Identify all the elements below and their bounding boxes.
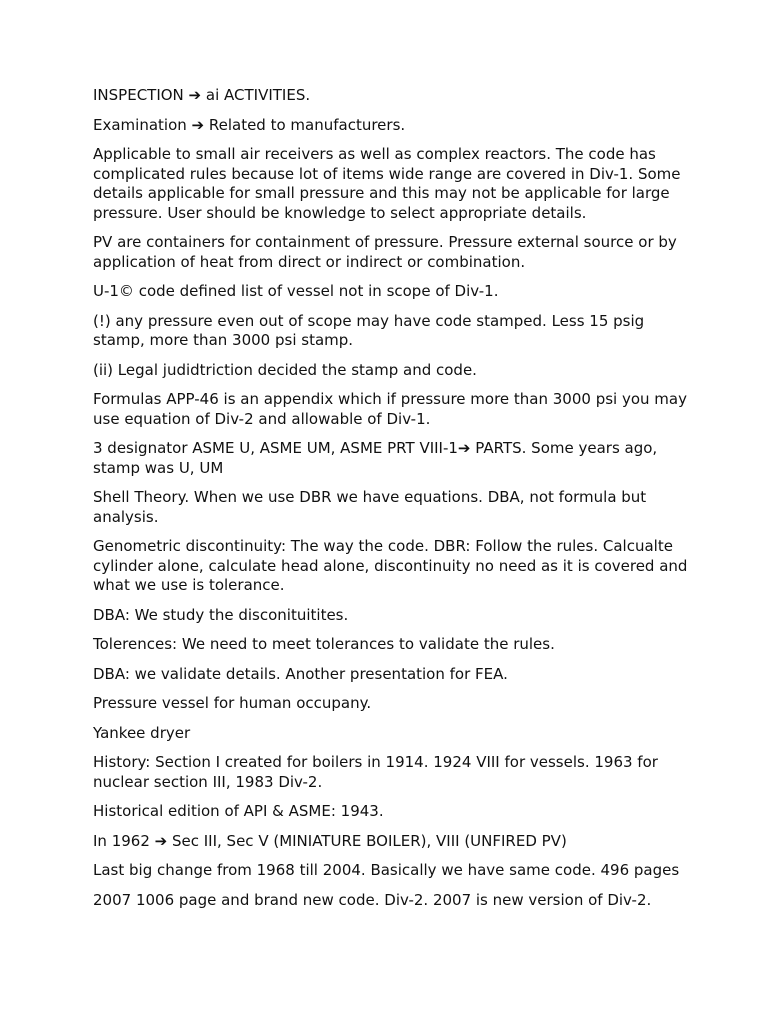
paragraph-1962: In 1962 ➔ Sec III, Sec V (MINIATURE BOILER), VIII (UNFIRED PV): [93, 831, 567, 850]
paragraph-formulas: Formulas APP-46 is an appendix which if pressure more than 3000 psi you may use equation of Div-2 and allowable of Div-1.: [93, 390, 687, 428]
paragraph-designator: 3 designator ASME U, ASME UM, ASME PRT VIII-1➔ PARTS. Some years ago, stamp was U, UM: [93, 439, 658, 477]
paragraph-legal-jurisdiction: (ii) Legal judidtriction decided the stamp and code.: [93, 360, 477, 379]
paragraph-dba-validate: DBA: we validate details. Another presentation for FEA.: [93, 664, 508, 683]
paragraph-yankee-dryer: Yankee dryer: [93, 723, 191, 742]
paragraph-any-pressure: (!) any pressure even out of scope may have code stamped. Less 15 psig stamp, more than 3000 psi stamp.: [93, 311, 645, 349]
paragraph-tolerances: Tolerences: We need to meet tolerances to validate the rules.: [93, 635, 555, 653]
paragraph-dba-study: DBA: We study the disconituitites.: [93, 605, 349, 624]
paragraph-geometric-discontinuity: Genometric discontinuity: The way the code. DBR: Follow the rules. Calcualte cylinder alone, calculate head alone, discontinuity no need as it is covered and what we use is tolerance.: [93, 537, 688, 594]
paragraph-examination: Examination ➔ Related to manufacturers.: [93, 115, 406, 134]
document-page: [93, 86, 693, 920]
paragraph-human-occupancy: Pressure vessel for human occupany.: [93, 694, 372, 712]
paragraph-pv-containers: PV are containers for containment of pressure. Pressure external source or by application of heat from direct or indirect or combination.: [93, 233, 677, 271]
paragraph-last-big-change: Last big change from 1968 till 2004. Basically we have same code. 496 pages: [93, 861, 680, 879]
paragraph-history: History: Section I created for boilers in 1914. 1924 VIII for vessels. 1963 for nuclear section III, 1983 Div-2.: [93, 753, 658, 791]
paragraph-u1-code: U-1© code defined list of vessel not in scope of Div-1.: [93, 282, 499, 300]
paragraph-historical-edition: Historical edition of API & ASME: 1943.: [93, 802, 384, 820]
paragraph-2007: 2007 1006 page and brand new code. Div-2. 2007 is new version of Div-2.: [93, 890, 652, 909]
paragraph-inspection: INSPECTION ➔ ai ACTIVITIES.: [93, 86, 311, 104]
paragraph-applicable: Applicable to small air receivers as well as complex reactors. The code has complicated rules because lot of items wide range are covered in Div-1. Some details applicable for small pressure and this may not be applicable for large pressure. User should be knowledge to select appropriate details.: [93, 145, 681, 222]
paragraph-shell-theory: Shell Theory. When we use DBR we have equations. DBA, not formula but analysis.: [93, 488, 647, 526]
